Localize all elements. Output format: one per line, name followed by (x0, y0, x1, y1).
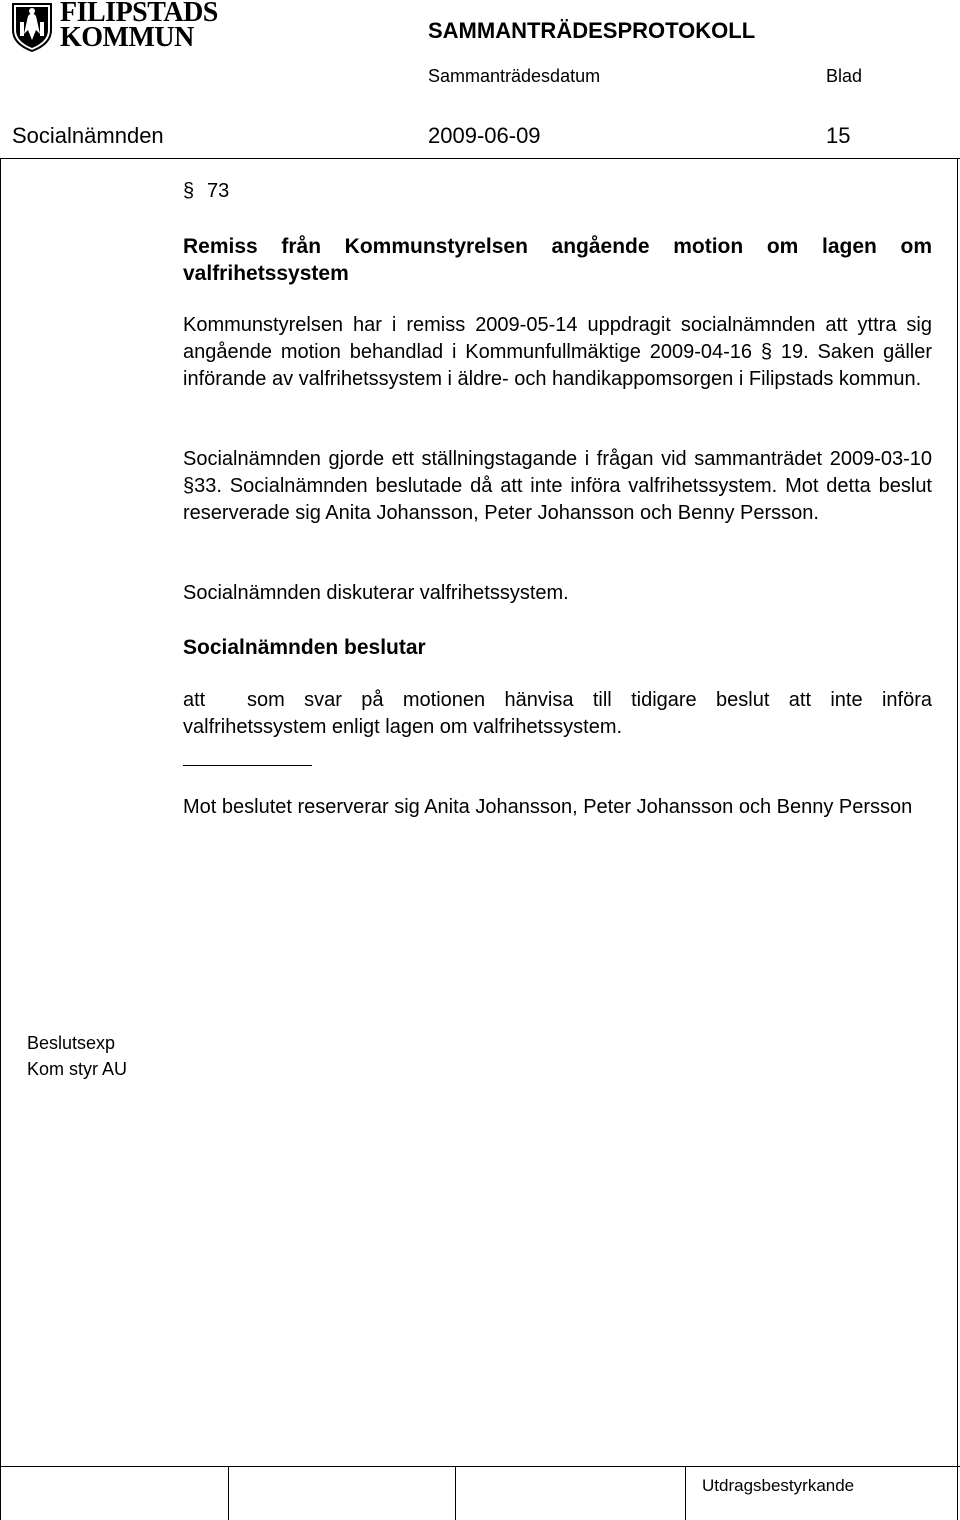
decision-heading (183, 634, 932, 661)
sheet-label: Blad (826, 66, 863, 86)
decision-heading-text: Socialnämnden beslutar (183, 636, 426, 659)
distribution-item: Kom styr AU (27, 1059, 128, 1079)
heading-text: Remiss från Kommunstyrelsen angående motion om lagen om valfrihetssystem (183, 235, 932, 285)
section-symbol: § (183, 180, 195, 202)
meeting-date-label: Sammanträdesdatum (428, 66, 601, 86)
paragraph-referral-text: Kommunstyrelsen har i remiss 2009-05-14 uppdragit socialnämnden att yttra sig angående motion behandlad i Kommunfullmäktige 2009-04-16 § 19. Saken gäller införande av valfrihetssystem i äldre- och handikappomsorgen i Filipstads kommun. (183, 314, 932, 390)
reservation-paragraph (183, 794, 932, 821)
meeting-date: 2009-06-09 (428, 123, 541, 148)
frame-top-line (0, 158, 960, 159)
distribution-list (27, 1030, 127, 1082)
paragraph-previous-decision-text: Socialnämnden gjorde ett ställningstagande i frågan vid sammanträdet 2009-03-10 §33. Socialnämnden beslutade då att inte införa valfrihetssystem. Mot detta beslut reserverade sig Anita Johansson, Peter Johansson och Benny Persson. (183, 448, 932, 524)
certification-label: Utdragsbestyrkande (702, 1476, 855, 1495)
document-title: SAMMANTRÄDESPROTOKOLL (428, 18, 756, 43)
signature-box-top-line (0, 1466, 960, 1467)
frame-left-line (0, 158, 1, 1520)
logo-line-1: FILIPSTADS (60, 0, 218, 28)
decision-paragraph (183, 687, 932, 741)
frame-right-line (957, 158, 958, 1520)
municipality-crest-icon (10, 2, 54, 52)
municipality-logo (60, 0, 218, 53)
decision-paragraph-text (183, 687, 932, 741)
decision-keyword: att (183, 689, 206, 711)
decision-text: som svar på motionen hänvisa till tidigare beslut att inte införa valfrihetssystem enligt lagen om valfrihetssystem. (183, 689, 932, 738)
sheet-number: 15 (826, 123, 851, 148)
signature-box-divider-1 (228, 1466, 229, 1520)
paragraph-referral (183, 312, 932, 393)
paragraph-discussion-text: Socialnämnden diskuterar valfrihetssystem. (183, 582, 569, 604)
logo-line-2: KOMMUN (60, 22, 194, 53)
separator-line (183, 765, 312, 766)
paragraph-previous-decision (183, 446, 932, 527)
distribution-item: Beslutsexp (27, 1033, 116, 1053)
committee-name: Socialnämnden (12, 123, 164, 148)
reservation-text: Mot beslutet reserverar sig Anita Johansson, Peter Johansson och Benny Persson (183, 796, 913, 818)
signature-box-divider-2 (455, 1466, 456, 1520)
section-number (183, 180, 229, 203)
section-number-value: 73 (207, 180, 230, 202)
agenda-item-heading (183, 233, 932, 287)
signature-box-divider-3 (685, 1466, 686, 1520)
paragraph-discussion (183, 580, 932, 607)
